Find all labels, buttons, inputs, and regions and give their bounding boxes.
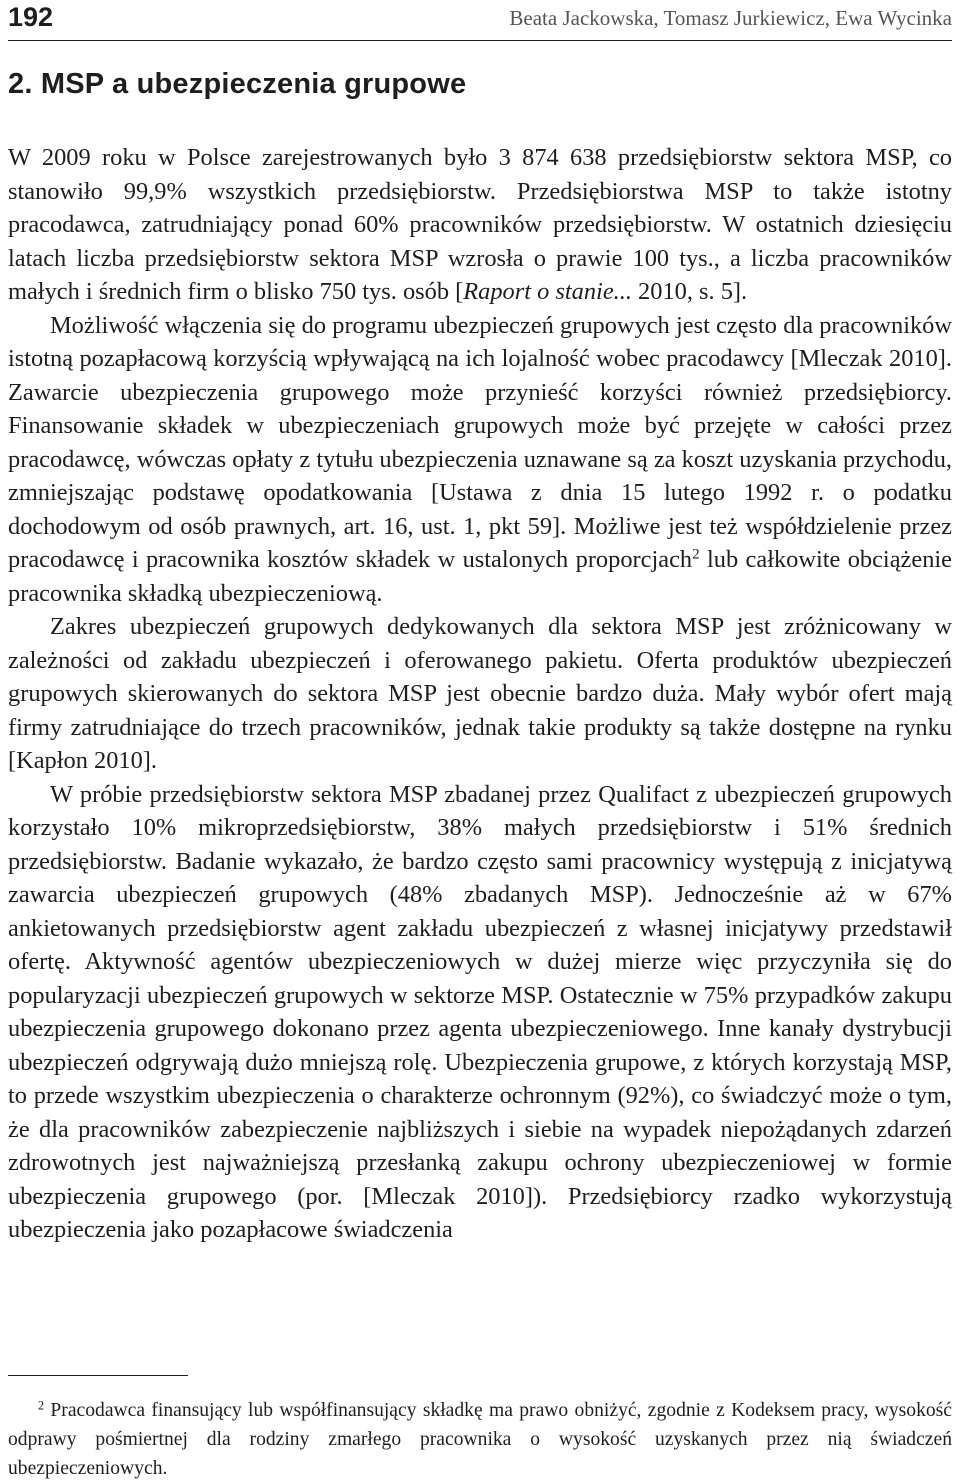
paragraph-2 bbox=[8, 309, 952, 611]
citation-raport: Raport o stanie... bbox=[463, 278, 632, 305]
section-heading: 2. MSP a ubezpieczenia grupowe bbox=[8, 68, 467, 100]
paragraph-1-text-end: 2010, s. 5]. bbox=[631, 278, 748, 305]
body-text bbox=[8, 141, 952, 1247]
footnote-text: Pracodawca finansujący lub współfinansujący składkę ma prawo obniżyć, zgodnie z Kodeksem pracy, wysokość odprawy pośmiertnej dla rodziny zmarłego pracownika o wysokość uzyskanych przez nią świadczeń ubezpieczeniowych. bbox=[8, 1400, 952, 1479]
page-header bbox=[8, 0, 952, 41]
paragraph-1-text: W 2009 roku w Polsce zarejestrowanych było 3 874 638 przedsiębiorstw sektora MSP, co stanowiło 99,9% wszystkich przedsiębiorstw. Przedsiębiorstwa MSP to także istotny pracodawca, zatrudniający ponad 60% pracowników przedsiębiorstw. W ostatnich dziesięciu latach liczba przedsiębiorstw sektora MSP wzrosła o prawie 100 tys., a liczba pracowników małych i średnich firm o blisko 750 tys. osób [ bbox=[8, 144, 952, 305]
paragraph-3: Zakres ubezpieczeń grupowych dedykowanych dla sektora MSP jest zróżnicowany w zależności od zakładu ubezpieczeń i oferowanego pakietu. Oferta produktów ubezpieczeń grupowych skierowanych do sektora MSP jest obecnie bardzo duża. Mały wybór ofert mają firmy zatrudniające do trzech pracowników, jednak takie produkty są także dostępne na rynku [Kapłon 2010]. bbox=[8, 613, 952, 774]
paragraph-1 bbox=[8, 141, 952, 309]
footnote-reference[interactable]: 2 bbox=[692, 546, 700, 563]
paragraph-2-text: Możliwość włączenia się do programu ubezpieczeń grupowych jest często dla pracowników istotną pozapłacową korzyścią wpływającą na ich lojalność wobec pracodawcy [Mleczak 2010]. Zawarcie ubezpieczenia grupowego może przynieść korzyści również przedsiębiorcy. Finansowanie składek w ubezpieczeniach grupowych może być przejęte w całości przez pracodawcę, wówczas opłaty z tytułu ubezpieczenia uznawane są za koszt uzyskania przychodu, zmniejszając podstawę opodatkowania [Ustawa z dnia 15 lutego 1992 r. o podatku dochodowym od osób prawnych, art. 16, ust. 1, pkt 59]. Możliwe jest też współdzielenie przez pracodawcę i pracownika kosztów składek w ustalonych proporcjach bbox=[8, 311, 952, 573]
paragraph-2-text-end: lub całkowite obciążenie pracownika składką ubezpieczeniową. bbox=[8, 546, 952, 607]
page-number: 192 bbox=[8, 2, 54, 32]
footnote bbox=[8, 1396, 952, 1483]
footnote-marker: 2 bbox=[38, 1398, 45, 1413]
running-head-authors: Beata Jackowska, Tomasz Jurkiewicz, Ewa Wycinka bbox=[509, 6, 952, 30]
paragraph-4: W próbie przedsiębiorstw sektora MSP zbadanej przez Qualifact z ubezpieczeń grupowych korzystało 10% mikroprzedsiębiorstw, 38% małych przedsiębiorstw i 51% średnich przedsiębiorstw. Badanie wykazało, że bardzo często sami pracownicy występują z inicjatywą zawarcia ubezpieczeń grupowych (48% zbadanych MSP). Jednocześnie aż w 67% ankietowanych przedsiębiorstw agent zakładu ubezpieczeń z własnej inicjatywy przedstawił ofertę. Aktywność agentów ubezpieczeniowych w dużej mierze więc przyczyniła się do popularyzacji ubezpieczeń grupowych w sektorze MSP. Ostatecznie w 75% przypadków zakupu ubezpieczenia grupowego dokonano przez agenta ubezpieczeniowego. Inne kanały dystrybucji ubezpieczeń odgrywają dużo mniejszą rolę. Ubezpieczenia grupowe, z których korzystają MSP, to przede wszystkim ubezpieczenia o charakterze ochronnym (92%), co świadczyć może o tym, że dla pracowników zabezpieczenie najbliższych i siebie na wypadek niepożądanych zdarzeń zdrowotnych jest najważniejszą przesłanką zakupu ochrony ubezpieczeniowej w formie ubezpieczenia grupowego (por. [Mleczak 2010]). Przedsiębiorcy rzadko wykorzystują ubezpieczenia jako pozapłacowe świadczenia bbox=[8, 780, 952, 1243]
footnote-divider bbox=[8, 1375, 188, 1376]
